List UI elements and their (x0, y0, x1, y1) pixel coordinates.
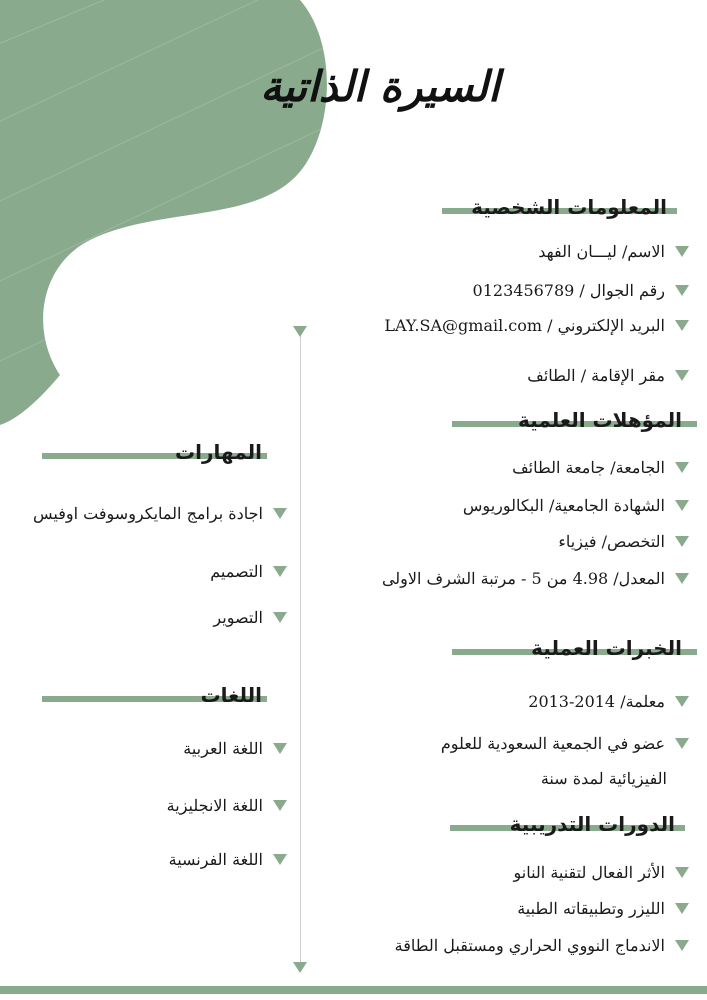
experience-heading: الخبرات العملية (531, 636, 682, 660)
list-item: الشهادة الجامعية/ البكالوريوس (463, 496, 689, 515)
list-item-continuation: الفيزيائية لمدة سنة (540, 769, 667, 788)
vertical-divider (300, 330, 301, 965)
list-item: عضو في الجمعية السعودية للعلوم (441, 734, 689, 753)
bottom-bar (0, 986, 707, 994)
bullet-triangle-icon (675, 285, 689, 296)
bullet-triangle-icon (273, 508, 287, 519)
list-item: الاسم/ ليـــان الفهد (538, 242, 689, 261)
list-item: اللغة الفرنسية (169, 850, 287, 869)
list-item: التصميم (210, 562, 287, 581)
bullet-triangle-icon (273, 800, 287, 811)
list-item: مقر الإقامة / الطائف (527, 366, 689, 385)
skills-heading: المهارات (175, 440, 262, 464)
list-item: التخصص/ فيزياء (558, 532, 689, 551)
bullet-triangle-icon (273, 612, 287, 623)
divider-top-arrow-icon (293, 326, 307, 337)
list-item: اجادة برامج المايكروسوفت اوفيس (33, 504, 287, 523)
bullet-triangle-icon (675, 573, 689, 584)
bullet-triangle-icon (675, 903, 689, 914)
bullet-triangle-icon (675, 536, 689, 547)
bullet-triangle-icon (273, 566, 287, 577)
list-item: اللغة العربية (183, 739, 287, 758)
list-item: البريد الإلكتروني / LAY.SA@gmail.com (384, 316, 689, 335)
list-item: التصوير (213, 608, 287, 627)
list-item: الأثر الفعال لتقنية النانو (513, 863, 689, 882)
bullet-triangle-icon (675, 246, 689, 257)
personal-info-heading (471, 195, 667, 219)
languages-heading: اللغات (201, 683, 262, 707)
bullet-triangle-icon (675, 696, 689, 707)
qualifications-heading: المؤهلات العلمية (518, 408, 682, 432)
list-item: الليزر وتطبيقاته الطبية (517, 899, 689, 918)
bullet-triangle-icon (675, 940, 689, 951)
list-item: معلمة/ 2014-2013 (528, 692, 689, 711)
bullet-triangle-icon (675, 462, 689, 473)
bullet-triangle-icon (675, 867, 689, 878)
list-item: الاندماج النووي الحراري ومستقبل الطاقة (395, 936, 689, 955)
bullet-triangle-icon (675, 370, 689, 381)
bullet-triangle-icon (675, 738, 689, 749)
list-item: رقم الجوال / 0123456789 (473, 281, 689, 300)
personal-info-heading-text: المعلومات الشخصية (471, 195, 667, 219)
bullet-triangle-icon (675, 500, 689, 511)
bullet-triangle-icon (273, 854, 287, 865)
list-item: المعدل/ 4.98 من 5 - مرتبة الشرف الاولى (382, 569, 689, 588)
list-item: الجامعة/ جامعة الطائف (512, 458, 689, 477)
bullet-triangle-icon (273, 743, 287, 754)
divider-bottom-arrow-icon (293, 962, 307, 973)
page-title: السيرة الذاتية (260, 62, 500, 111)
courses-heading: الدورات التدريبية (510, 812, 675, 836)
list-item: اللغة الانجليزية (167, 796, 287, 815)
bullet-triangle-icon (675, 320, 689, 331)
